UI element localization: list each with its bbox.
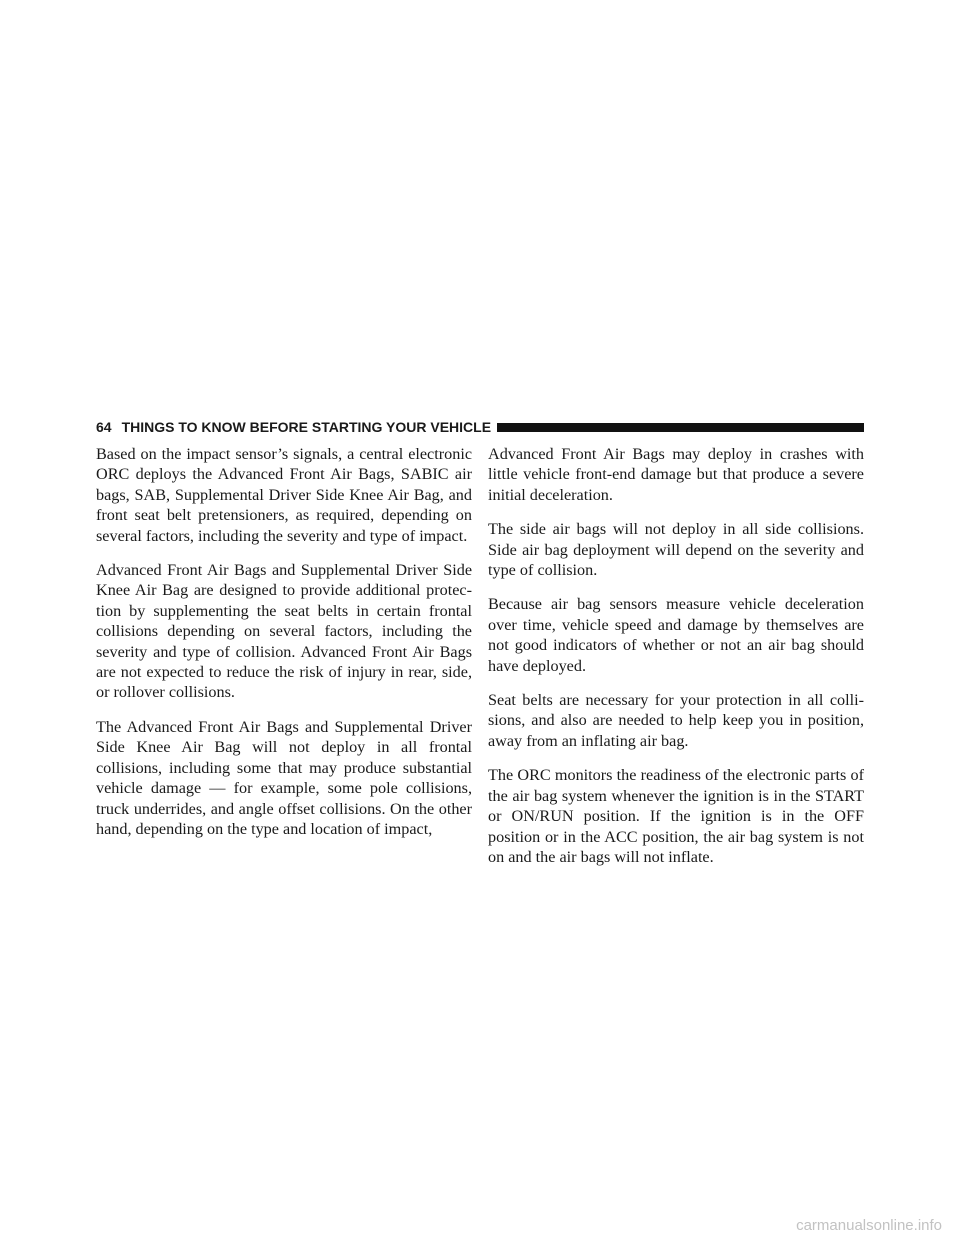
left-column — [96, 444, 472, 853]
paragraph: Advanced Front Air Bags and Supplemental Driver Side Knee Air Bag are designed to provide additional protec-tion by supplementing the seat belts in certain frontal collisions depending on several factors, including the severity and type of collision. Advanced Front Air Bags are not expected to reduce the risk of injury in rear, side, or rollover collisions. — [96, 561, 472, 702]
page-number: 64 — [96, 419, 112, 435]
right-column — [488, 444, 864, 881]
paragraph: Based on the impact sensor’s signals, a central electronic ORC deploys the Advanced Front Air Bags, SABIC air bags, SAB, Supplemental Driver Side Knee Air Bag, and front seat belt pretensioners, as required, depending on several factors, including the severity and type of impact. — [96, 445, 472, 545]
header-rule — [497, 423, 864, 432]
watermark: carmanualsonline.info — [796, 1217, 942, 1234]
paragraph: Advanced Front Air Bags may deploy in crashes with little vehicle front-end damage but that produce a severe initial deceleration. — [488, 445, 864, 504]
section-title: THINGS TO KNOW BEFORE STARTING YOUR VEHICLE — [121, 419, 492, 435]
paragraph: Because air bag sensors measure vehicle deceleration over time, vehicle speed and damage by themselves are not good indicators of whether or not an air bag should have deployed. — [488, 595, 864, 675]
page-header — [96, 416, 864, 438]
paragraph: The side air bags will not deploy in all side collisions. Side air bag deployment will depend on the severity and type of collision. — [488, 520, 864, 580]
paragraph: Seat belts are necessary for your protection in all colli-sions, and also are needed to help keep you in position, away from an inflating air bag. — [488, 691, 864, 750]
paragraph: The Advanced Front Air Bags and Supplemental Driver Side Knee Air Bag will not deploy in all frontal collisions, including some that may produce substantial vehicle damage — for example, some pole collisions, truck underrides, and angle offset collisions. On the other hand, depending on the type and location of impact, — [96, 717, 472, 838]
paragraph: The ORC monitors the readiness of the electronic parts of the air bag system whenever the ignition is in the START or ON/RUN position. If the ignition is in the OFF position or in the ACC position, the air bag system is not on and the air bags will not inflate. — [488, 766, 864, 866]
